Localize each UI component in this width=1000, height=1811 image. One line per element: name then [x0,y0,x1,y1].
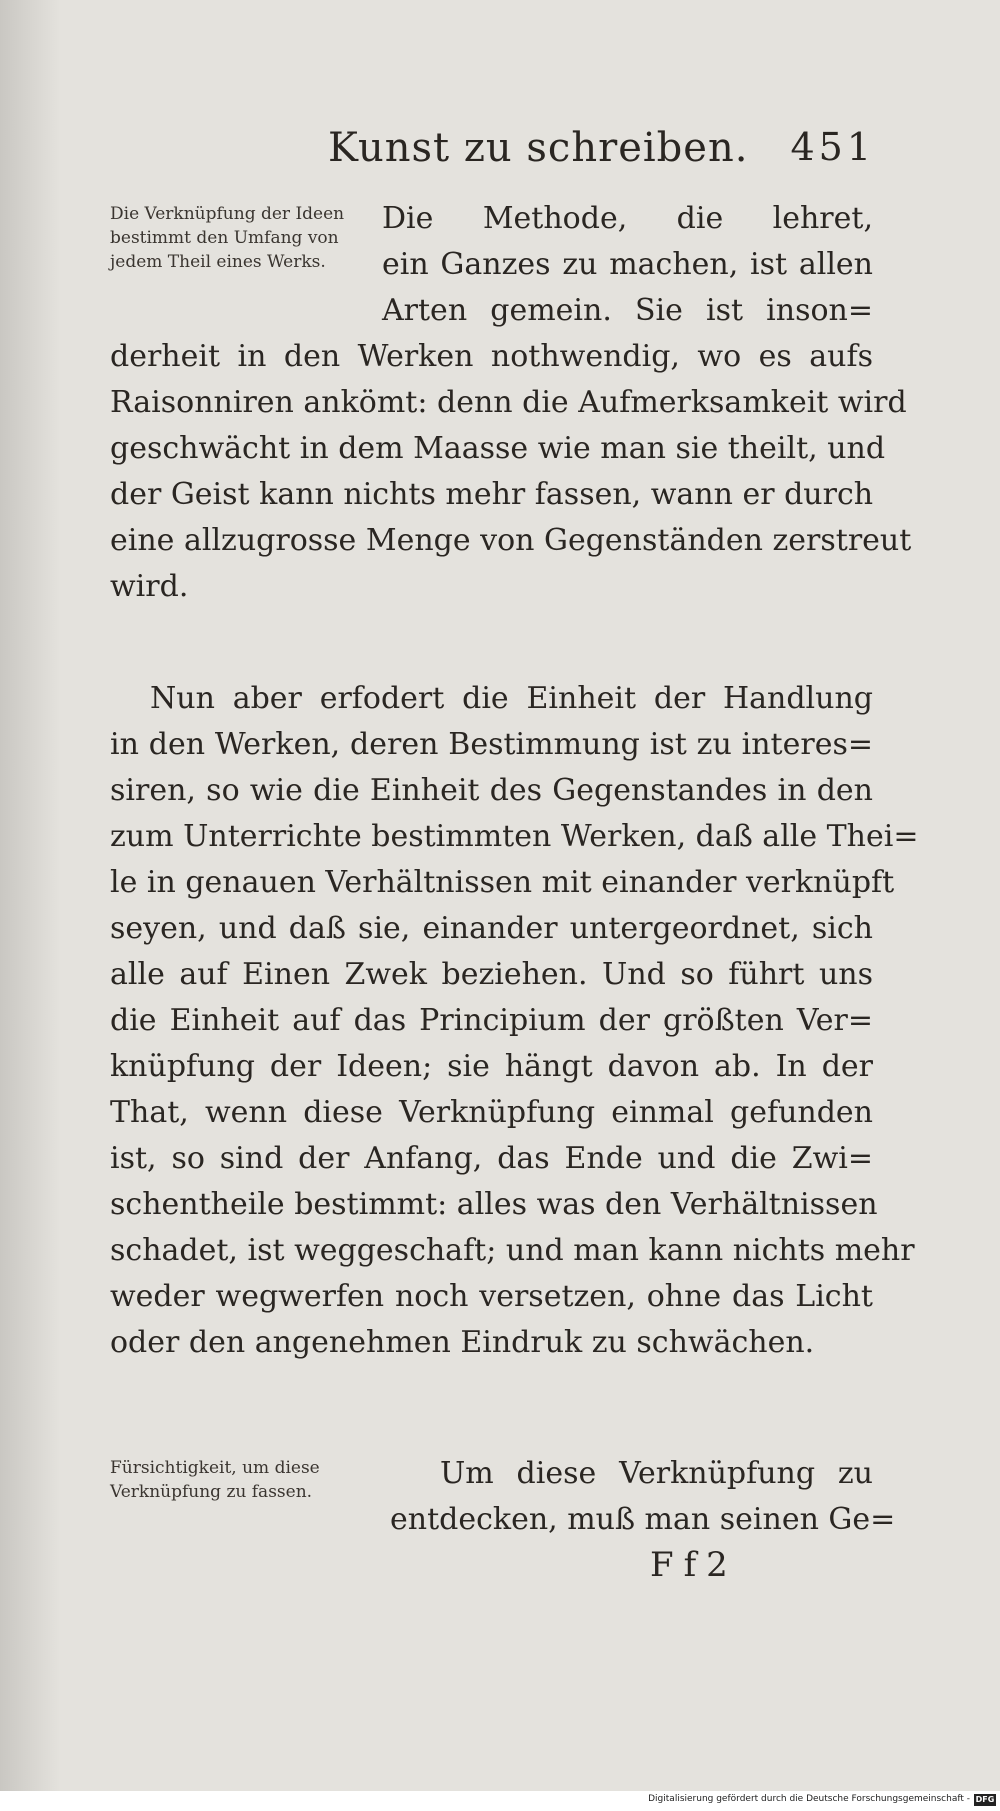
text-line: Arten gemein. Sie ist inson= [382,293,873,328]
text-line: ist, so sind der Anfang, das Ende und die Zwi= [110,1141,873,1176]
text-line: Um diese Verknüpfung zu [440,1456,873,1491]
text-line: Raisonniren ankömt: denn die Aufmerksamkeit wird [110,385,907,420]
text-line: knüpfung der Ideen; sie hängt davon ab. In der [110,1049,873,1084]
marginal-note: Fürsichtigkeit, um diese Verknüpfung zu fassen. [110,1458,320,1502]
text-line: schentheile bestimmt: alles was den Verhältnissen [110,1187,878,1222]
text-line: le in genauen Verhältnissen mit einander verknüpft [110,865,895,900]
text-line: geschwächt in dem Maasse wie man sie theilt, und [110,431,886,466]
text-line: siren, so wie die Einheit des Gegenstandes in den [110,773,873,808]
text-line: That, wenn diese Verknüpfung einmal gefunden [110,1095,873,1130]
text-line: seyen, und daß sie, einander untergeordnet, sich [110,911,873,946]
text-line: in den Werken, deren Bestimmung ist zu interes= [110,727,873,762]
text-line: die Einheit auf das Principium der größten Ver= [110,1003,873,1038]
footer-credit: Digitalisierung gefördert durch die Deutsche Forschungsgemeinschaft - [648,1794,970,1804]
text-line: Die Methode, die lehret, [382,201,873,236]
paragraph [110,676,919,1366]
paragraph [110,1451,896,1543]
dfg-logo: DFG [975,1795,995,1804]
text-line: eine allzugrosse Menge von Gegenständen zerstreut [110,523,912,558]
footer-bar [0,1791,1000,1811]
text-line: alle auf Einen Zwek beziehen. Und so führt uns [110,957,873,992]
text-line: schadet, ist weggeschaft; und man kann nichts mehr [110,1233,915,1268]
paragraph [110,196,912,610]
running-head: Kunst zu schreiben. [328,125,749,171]
text-line: zum Unterrichte bestimmten Werken, daß alle Thei= [110,819,919,854]
text-line: Nun aber erfodert die Einheit der Handlung [150,681,873,716]
page-number: 451 [790,125,875,169]
text-line: derheit in den Werken nothwendig, wo es aufs [110,339,873,374]
marginal-note: Die Verknüpfung der Ideen bestimmt den Umfang von jedem Theil eines Werks. [110,204,345,272]
text-line: wird. [110,569,189,604]
text-line: entdecken, muß man seinen Ge= [390,1502,896,1537]
signature-mark: Ff2 [650,1545,738,1585]
text-line: weder wegwerfen noch versetzen, ohne das Licht [110,1279,873,1314]
text-line: ein Ganzes zu machen, ist allen [382,247,873,282]
text-line: oder den angenehmen Eindruk zu schwächen. [110,1325,815,1360]
text-line: der Geist kann nichts mehr fassen, wann er durch [110,477,874,512]
page-header [110,125,875,175]
page-edge-shadow [0,0,60,1791]
